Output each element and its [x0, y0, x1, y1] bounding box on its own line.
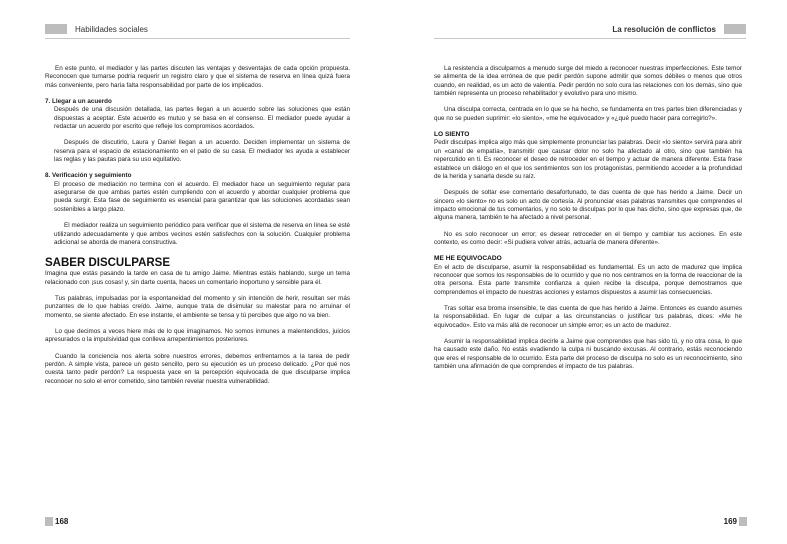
subheading: LO SIENTO	[434, 131, 470, 139]
section-heading: SABER DISCULPARSE	[45, 257, 171, 270]
paragraph: En el acto de disculparse, asumir la responsabilidad es fundamental. Es un acto de madurez que implica reconocer que somos los responsables de lo ocurrido y que no nos centramos en la forma de reaccionar de la otra persona. Esta parte transmite confianza a quien recibe la disculpa, porque demostramos que comprendemos el impacto de nuestras acciones y estamos dispuestos a asumir las consecuencias.	[434, 263, 742, 296]
running-head-text: Habilidades sociales	[75, 24, 148, 34]
folio-marker	[739, 517, 747, 526]
page-number: 168	[55, 517, 69, 526]
paragraph: Tus palabras, impulsadas por la espontaneidad del momento y sin intención de herir, resultan ser más punzantes de lo que habías creído. Jaime, aunque trata de disimular su malestar para no arruinar el momento, se siente afectado. En ese instante, el ambiente se tensa y tú percibes que algo no va bien.	[45, 294, 350, 319]
paragraph: Después de discutirlo, Laura y Daniel llegan a un acuerdo. Deciden implementar un sistema de reserva para el espacio de estacionamiento en el patio de su casa. El mediador les ayuda a establecer las reglas y las pautas para su uso equitativo.	[54, 139, 350, 164]
paragraph: Después de una discusión detallada, las partes llegan a un acuerdo sobre las soluciones que están dispuestas a aceptar. Este acuerdo es mutuo y se basa en el consenso. El mediador puede ayudar a redactar un acuerdo por escrito que refleje los compromisos acordados.	[54, 106, 350, 131]
paragraph: El mediador realiza un seguimiento periódico para verificar que el sistema de reserva en línea se esté utilizando adecuadamente y que ambos vecinos estén satisfechos con la solución. Cualquier problema adicional se aborda de manera constructiva.	[54, 222, 350, 246]
paragraph: Imagina que estás pasando la tarde en casa de tu amigo Jaime. Mientras estáis hablando, surge un tema relacionado con ¡sus cosas! y, sin darte cuenta, haces un comentario inoportuno y sensible para él.	[45, 270, 350, 286]
left-page	[0, 0, 393, 544]
running-head-marker	[45, 24, 67, 34]
paragraph: No es solo reconocer un error; es desear retroceder en el tiempo y cambiar tus acciones. En este contexto, es como decir: «Si pudiera volver atrás, actuaría de manera diferente».	[434, 230, 742, 246]
paragraph: Tras soltar esa broma insensible, te das cuenta de que has herido a Jaime. Entonces es cuando asumes la responsabilidad. En lugar de culpar a las circunstancias o justificar tus palabras, dices: «Me he equivocado». Esto va más allá de reconocer un simple error; es un acto de madurez.	[434, 305, 742, 329]
subheading: ME HE EQUIVOCADO	[434, 255, 502, 263]
page-number-left	[45, 517, 68, 526]
running-head-text: La resolución de conflictos	[612, 24, 716, 34]
paragraph: El proceso de mediación no termina con el acuerdo. El mediador hace un seguimiento regular para asegurarse de que ambas partes estén cumpliendo con el acuerdo y abordar cualquier problema que pueda surgir. Esta fase de seguimiento es esencial para garantizar que las soluciones acordadas sean sostenibles a largo plazo.	[54, 180, 350, 213]
running-head-right	[434, 20, 746, 39]
running-head-marker	[724, 24, 746, 34]
right-body	[434, 65, 742, 371]
page-number-right	[724, 517, 747, 526]
paragraph: Pedir disculpas implica algo más que simplemente pronunciar las palabras. Decir «lo siento» servirá para abrir un «canal de empatía», transmitir que causar dolor no solo ha afectado al otro, sino que también ha repercutido en ti. Es reconocer el deseo de retroceder en el tiempo y actuar de manera diferente. Esta frase establece un diálogo en el que los sentimientos son los protagonistas, permitiendo acceder a la profundidad de la herida y sanarla desde su raíz.	[434, 139, 742, 180]
paragraph: Una disculpa correcta, centrada en lo que se ha hecho, se fundamenta en tres partes bien diferenciadas y que no se pueden suprimir: «lo siento», «me he equivocado» y «¿qué puedo hacer para corregirlo?».	[434, 106, 742, 122]
paragraph: Cuando la conciencia nos alerta sobre nuestros errores, debemos enfrentarnos a la tarea de pedir perdón. A simple vista, parece un gesto sencillo, pero su ejecución es un proceso delicado. ¿Por qué nos cuesta tanto pedir perdón? La respuesta yace en la percepción equivocada de que disculparse implica reconocer no solo el error cometido, sino también revelar nuestra vulnerabilidad.	[45, 352, 350, 385]
step-title: 7. Llegar a un acuerdo	[45, 98, 112, 106]
running-head-left	[45, 20, 350, 39]
paragraph: En este punto, el mediador y las partes discuten las ventajas y desventajas de cada opción propuesta. Reconocen que turnarse podría requerir un registro claro y que el sistema de reserva en línea quizá fuera más conveniente, pero haría falta responsabilidad por parte de los implicados.	[45, 65, 350, 89]
paragraph: La resistencia a disculparnos a menudo surge del miedo a reconocer nuestras imperfecciones. Este temor se alimenta de la idea errónea de que pedir perdón supone admitir que somos débiles o menos que otros cuando, en realidad, es un acto de valentía. Pedir perdón no solo cura las relaciones con los demás, sino que también representa un proceso rehabilitador y evolutivo para uno mismo.	[434, 65, 742, 98]
right-page	[394, 0, 787, 544]
paragraph: Después de soltar ese comentario desafortunado, te das cuenta de que has herido a Jaime. Decir un sincero «lo siento» no es solo un acto de cortesía. Al pronunciar esas palabras transmites que comprendes el impacto emocional de tus comentarios, y no solo te disculpas por lo que has dicho, sino que expresas que, de alguna manera, también te ha afectado a nivel personal.	[434, 189, 742, 222]
page-number: 169	[723, 517, 737, 526]
folio-marker	[45, 517, 53, 526]
step-title: 8. Verificación y seguimiento	[45, 172, 132, 180]
left-body	[45, 65, 350, 386]
paragraph: Asumir la responsabilidad implica decirle a Jaime que comprendes que has sido tú, y no otra cosa, lo que ha causado este daño. No estás evadiendo la culpa ni buscando excusas. Al contrario, estás reconociendo que eres el responsable de lo ocurrido. Esta parte del proceso de disculpa no solo es un reconocimiento, sino también una afirmación de que comprendes el impacto de tus palabras.	[434, 338, 742, 371]
paragraph: Lo que decimos a veces hiere más de lo que imaginamos. No somos inmunes a malentendidos, juicios apresurados o la impulsividad que conlleva arrepentimientos posteriores.	[45, 327, 350, 344]
